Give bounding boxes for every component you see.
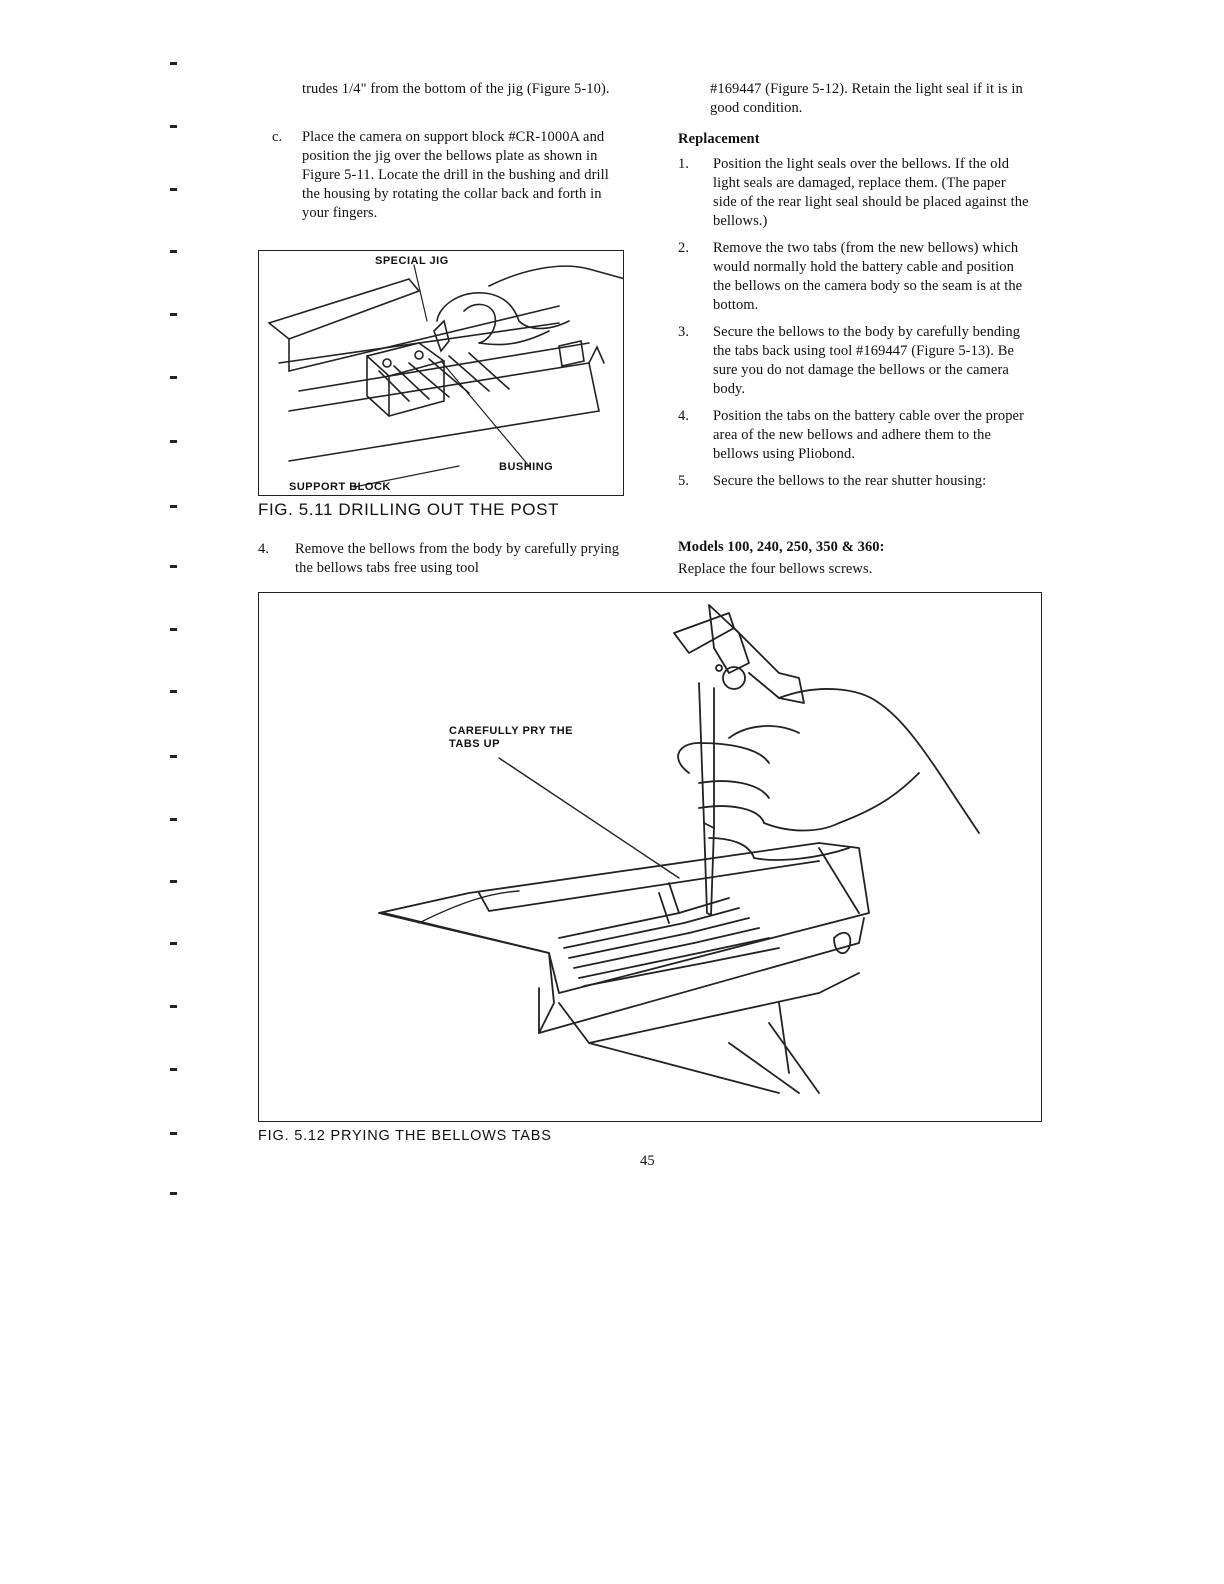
binding-mark (170, 313, 177, 316)
binding-mark (170, 1005, 177, 1008)
drilling-illustration (259, 251, 624, 496)
step-number: 1. (678, 156, 690, 172)
step-c-marker: c. (272, 129, 283, 145)
step-number: 5. (678, 473, 690, 489)
figure-5-12-caption: FIG. 5.12 PRYING THE BELLOWS TABS (258, 1128, 552, 1144)
carefully-pry-label: CAREFULLY PRY THE TABS UP (449, 725, 574, 750)
bushing-label: BUSHING (499, 461, 554, 473)
binding-mark (170, 942, 177, 945)
models-heading: Models 100, 240, 250, 350 & 360: (678, 539, 885, 555)
binding-mark (170, 250, 177, 253)
binding-mark (170, 690, 177, 693)
figure-5-11 (258, 250, 624, 496)
binding-mark (170, 62, 177, 65)
figure-5-12 (258, 592, 1042, 1122)
figure-5-11-caption: FIG. 5.11 DRILLING OUT THE POST (258, 500, 560, 519)
binding-mark (170, 565, 177, 568)
replacement-steps (678, 155, 1030, 499)
prying-illustration (259, 593, 1042, 1122)
step-c-text: Place the camera on support block #CR-1000A and position the jig over the bellows plate as shown in Figure 5-11. Locate the drill in the bushing and drill the housing by rotating the collar back and forth in your fingers. (302, 129, 609, 221)
binding-mark (170, 188, 177, 191)
step-4-text: Remove the bellows from the body by carefully prying the bellows tabs free using tool (295, 541, 620, 576)
step-number: 4. (678, 408, 690, 424)
binding-mark (170, 440, 177, 443)
models-text: Replace the four bellows screws. (678, 561, 873, 577)
special-jig-label: SPECIAL JIG (375, 255, 449, 267)
binding-mark (170, 880, 177, 883)
binding-mark (170, 818, 177, 821)
step-item (678, 155, 1030, 231)
step-text: Secure the bellows to the rear shutter housing: (713, 473, 987, 489)
replacement-heading: Replacement (678, 131, 760, 147)
binding-mark (170, 755, 177, 758)
step-item (678, 323, 1030, 399)
step-text: Secure the bellows to the body by carefully bending the tabs back using tool #169447 (Figure 5-13). Be sure you do not damage the bellows or the camera body. (713, 324, 1021, 397)
step-number: 3. (678, 324, 690, 340)
binding-mark (170, 376, 177, 379)
step-item (678, 472, 1030, 491)
binding-mark (170, 628, 177, 631)
step-item (678, 407, 1030, 464)
binding-mark (170, 1068, 177, 1071)
binding-mark (170, 1192, 177, 1195)
step-item (678, 239, 1030, 315)
step-text: Position the light seals over the bellows. If the old light seals are damaged, replace them. (The paper side of the rear light seal should be placed against the bellows.) (713, 156, 1029, 229)
page-number: 45 (640, 1153, 655, 1169)
binding-mark (170, 1132, 177, 1135)
step-4-marker: 4. (258, 541, 270, 557)
step-number: 2. (678, 240, 690, 256)
continued-paragraph: #169447 (Figure 5-12). Retain the light seal if it is in good condition. (710, 81, 1023, 116)
binding-mark (170, 125, 177, 128)
intro-paragraph: trudes 1/4" from the bottom of the jig (Figure 5-10). (302, 81, 610, 97)
binding-mark (170, 505, 177, 508)
support-block-label: SUPPORT BLOCK (289, 481, 391, 493)
step-text: Remove the two tabs (from the new bellows) which would normally hold the battery cable and position the bellows on the camera body so the seam is at the bottom. (713, 240, 1023, 313)
step-text: Position the tabs on the battery cable over the proper area of the new bellows and adhere them to the bellows using Pliobond. (713, 408, 1025, 462)
